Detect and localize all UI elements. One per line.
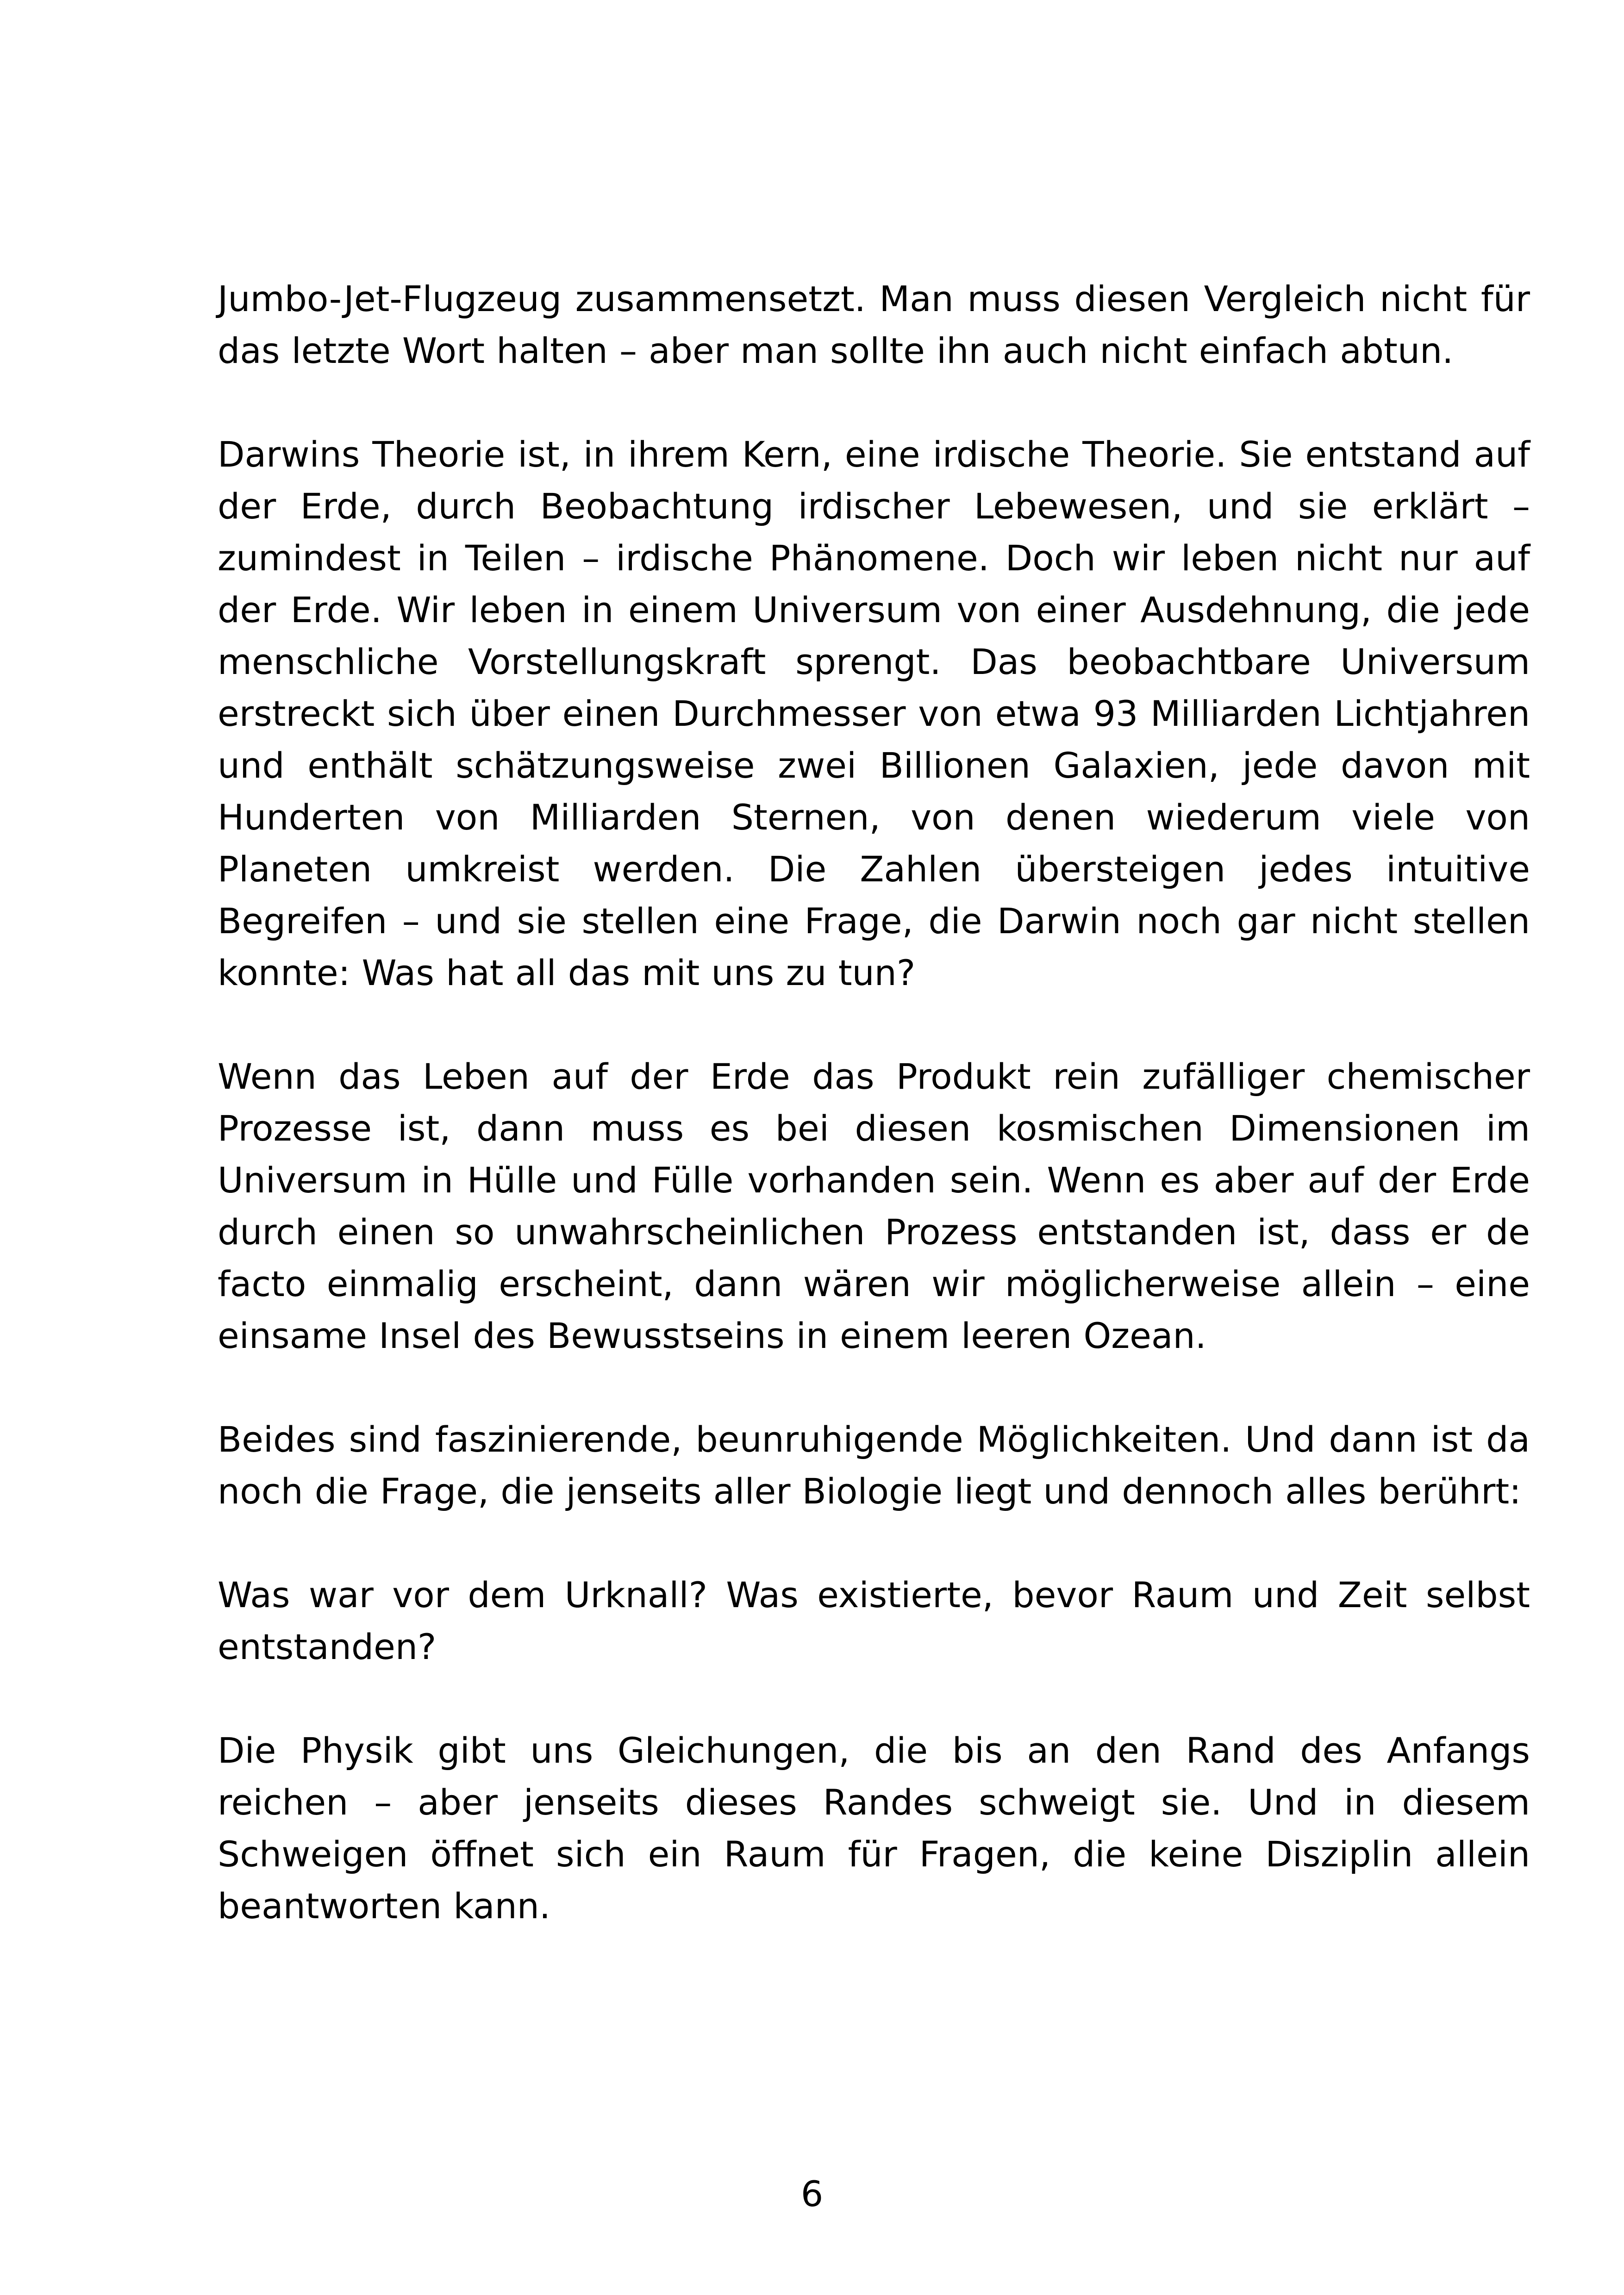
paragraph-5: Was war vor dem Urknall? Was existierte, bevor Raum und Zeit selbst entstanden?	[218, 1574, 1530, 1667]
paragraph-6: Die Physik gibt uns Gleichungen, die bis an den Rand des Anfangs reichen – aber jenseits dieses Randes schweigt sie. Und in diesem Schweigen öffnet sich ein Raum für Fragen, die keine Disziplin allein beantworten kann.	[218, 1730, 1530, 1927]
paragraph-4: Beides sind faszinierende, beunruhigende Möglichkeiten. Und dann ist da noch die Frage, die jenseits aller Biologie liegt und dennoch alles berührt:	[218, 1419, 1530, 1512]
paragraph-3: Wenn das Leben auf der Erde das Produkt rein zufälliger chemischer Prozesse ist, dann muss es bei diesen kosmischen Dimensionen im Universum in Hülle und Fülle vorhanden sein. Wenn es aber auf der Erde durch einen so unwahrscheinlichen Prozess entstanden ist, dass er de facto einmalig erscheint, dann wären wir möglicherweise allein – eine einsame Insel des Bewusstseins in einem leeren Ozean.	[218, 1056, 1530, 1356]
paragraph-1: Jumbo-Jet-Flugzeug zusammensetzt. Man muss diesen Vergleich nicht für das letzte Wort halten – aber man sollte ihn auch nicht einfach abtun.	[218, 278, 1530, 371]
paragraph-2: Darwins Theorie ist, in ihrem Kern, eine irdische Theorie. Sie entstand auf der Erde, durch Beobachtung irdischer Lebewesen, und sie erklärt – zumindest in Teilen – irdische Phänomene. Doch wir leben nicht nur auf der Erde. Wir leben in einem Universum von einer Ausdehnung, die jede menschliche Vorstellungskraft sprengt. Das beobachtbare Universum erstreckt sich über einen Durchmesser von etwa 93 Milliarden Lichtjahren und enthält schätzungsweise zwei Billionen Galaxien, jede davon mit Hunderten von Milliarden Sternen, von denen wiederum viele von Planeten umkreist werden. Die Zahlen übersteigen jedes intuitive Begreifen – und sie stellen eine Frage, die Darwin noch gar nicht stellen konnte: Was hat all das mit uns zu tun?	[218, 434, 1530, 993]
body-text	[218, 273, 1530, 1932]
page-number: 6	[800, 2173, 824, 2214]
